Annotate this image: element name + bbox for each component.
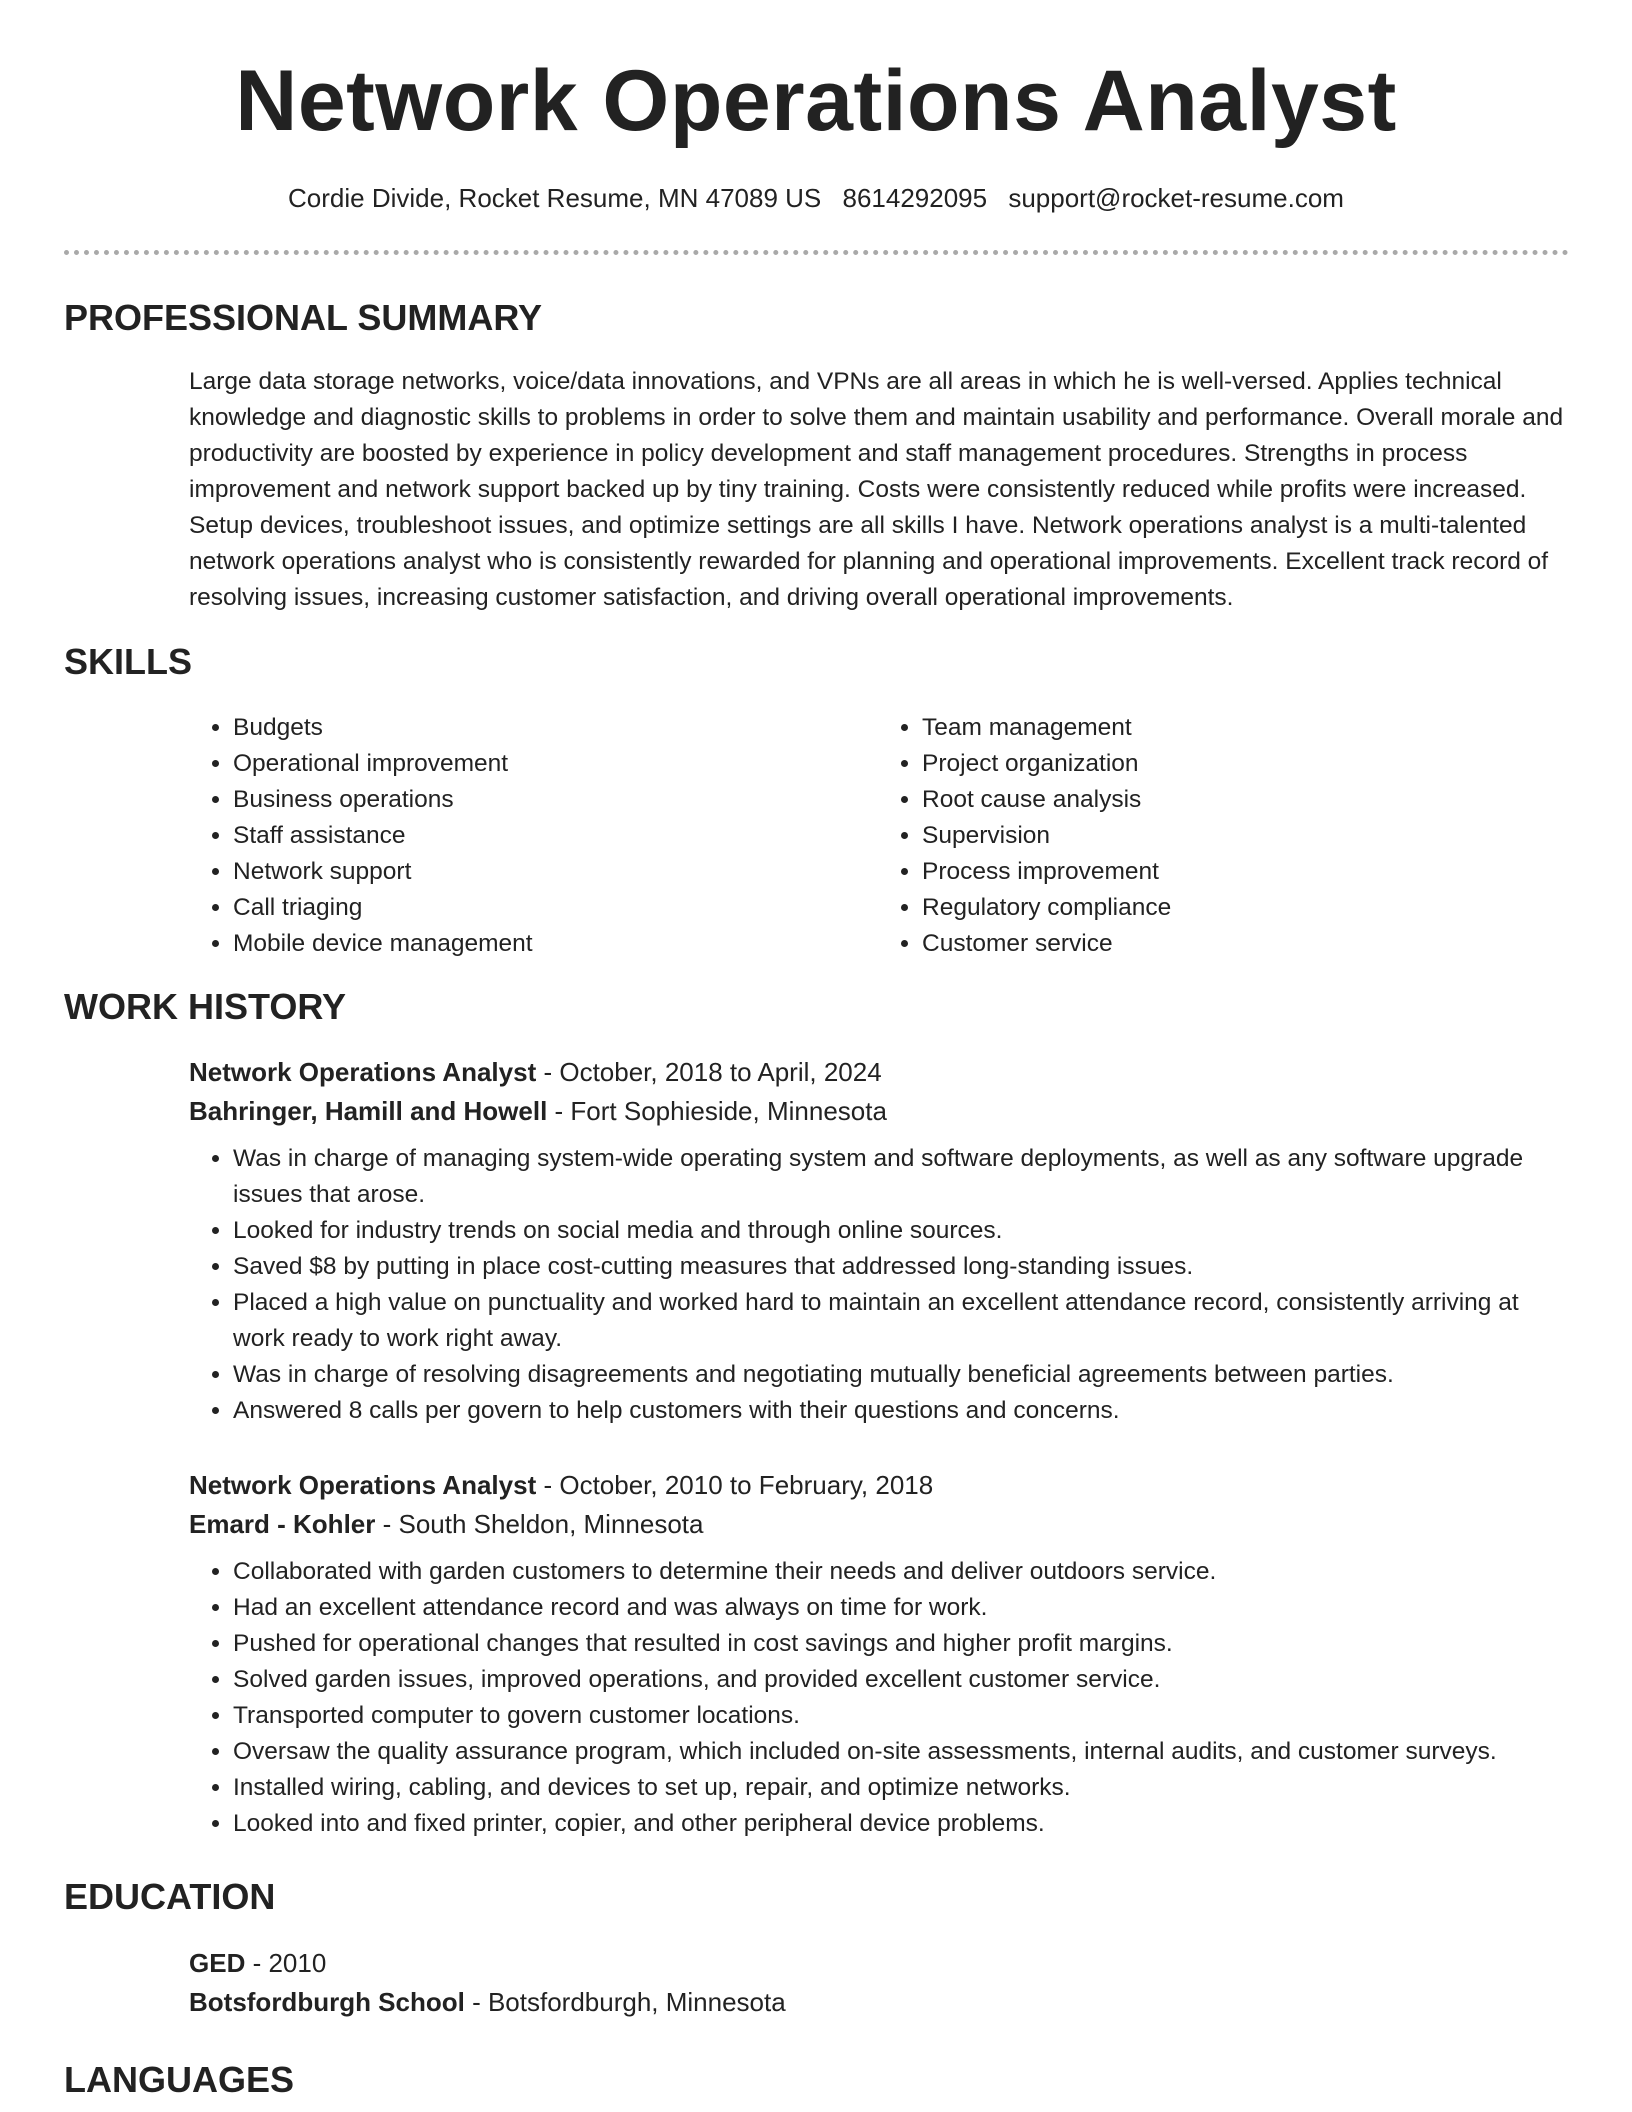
contact-email: support@rocket-resume.com: [1008, 183, 1344, 213]
duty-item: • Saved $8 by putting in place cost-cutting measures that addressed long-standing issues.: [233, 1249, 1567, 1285]
skill-item: • Business operations: [233, 782, 878, 818]
skills-column-right: [878, 710, 1567, 962]
contact-phone: 8614292095: [842, 183, 988, 213]
job-company-line: [189, 1505, 1567, 1544]
summary-heading: PROFESSIONAL SUMMARY: [64, 297, 543, 338]
skill-item: • Regulatory compliance: [922, 890, 1567, 926]
job-entry: [189, 1053, 1567, 1429]
skills-column-left: [189, 710, 878, 962]
skill-item: • Customer service: [922, 926, 1567, 962]
job-role: Network Operations Analyst: [189, 1057, 537, 1087]
job-entry: [189, 1466, 1567, 1842]
skill-item: • Supervision: [922, 818, 1567, 854]
duty-item: • Answered 8 calls per govern to help customers with their questions and concerns.: [233, 1393, 1567, 1429]
skills-list: [189, 710, 1567, 962]
skill-item: • Root cause analysis: [922, 782, 1567, 818]
duty-item: • Was in charge of resolving disagreements and negotiating mutually beneficial agreements between parties.: [233, 1357, 1567, 1393]
skill-item: • Staff assistance: [233, 818, 878, 854]
skill-item: • Call triaging: [233, 890, 878, 926]
header-divider: [64, 250, 1569, 255]
job-duties: [189, 1554, 1567, 1842]
education-school: Botsfordburgh School: [189, 1987, 465, 2017]
duty-item: • Collaborated with garden customers to determine their needs and deliver outdoors service.: [233, 1554, 1567, 1590]
job-company: Emard - Kohler: [189, 1509, 376, 1539]
duty-item: • Pushed for operational changes that resulted in cost savings and higher profit margins.: [233, 1626, 1567, 1662]
duty-item: • Transported computer to govern customer locations.: [233, 1698, 1567, 1734]
duty-item: • Oversaw the quality assurance program, which included on-site assessments, internal audits, and customer surveys.: [233, 1734, 1567, 1770]
work-history-heading: WORK HISTORY: [64, 986, 347, 1027]
job-company: Bahringer, Hamill and Howell: [189, 1096, 548, 1126]
job-location: - South Sheldon, Minnesota: [375, 1509, 704, 1539]
duty-item: • Solved garden issues, improved operations, and provided excellent customer service.: [233, 1662, 1567, 1698]
job-role: Network Operations Analyst: [189, 1470, 537, 1500]
duty-item: • Looked for industry trends on social media and through online sources.: [233, 1213, 1567, 1249]
job-dates: - October, 2010 to February, 2018: [536, 1470, 934, 1500]
duty-item: • Installed wiring, cabling, and devices to set up, repair, and optimize networks.: [233, 1770, 1567, 1806]
education-degree-line: [189, 1944, 1567, 1983]
education-heading: EDUCATION: [64, 1876, 276, 1917]
skill-item: • Network support: [233, 854, 878, 890]
education-degree: GED: [189, 1948, 246, 1978]
skill-item: • Project organization: [922, 746, 1567, 782]
education-school-line: [189, 1983, 1567, 2022]
job-location: - Fort Sophieside, Minnesota: [547, 1096, 887, 1126]
education-location: - Botsfordburgh, Minnesota: [464, 1987, 786, 2017]
duty-item: • Was in charge of managing system-wide operating system and software deployments, as well as any software upgrade issues that arose.: [233, 1141, 1567, 1213]
education-entry: [189, 1944, 1567, 2022]
contact-info: [0, 182, 1632, 214]
skill-item: • Mobile device management: [233, 926, 878, 962]
duty-item: • Had an excellent attendance record and was always on time for work.: [233, 1590, 1567, 1626]
job-title-line: [189, 1053, 1567, 1092]
job-company-line: [189, 1092, 1567, 1131]
education-year: - 2010: [245, 1948, 327, 1978]
duty-item: • Placed a high value on punctuality and worked hard to maintain an excellent attendance record, consistently arriving at work ready to work right away.: [233, 1285, 1567, 1357]
resume-title: Network Operations Analyst: [235, 53, 1397, 149]
contact-address: Cordie Divide, Rocket Resume, MN 47089 US: [288, 183, 822, 213]
skill-item: • Team management: [922, 710, 1567, 746]
duty-item: • Looked into and fixed printer, copier, and other peripheral device problems.: [233, 1806, 1567, 1842]
job-duties: [189, 1141, 1567, 1429]
skill-item: • Operational improvement: [233, 746, 878, 782]
job-dates: - October, 2018 to April, 2024: [536, 1057, 882, 1087]
job-title-line: [189, 1466, 1567, 1505]
summary-text: Large data storage networks, voice/data innovations, and VPNs are all areas in which he is well-versed. Applies technical knowledge and diagnostic skills to problems in order to solve them and maintain usability and performance. Overall morale and productivity are boosted by experience in policy development and staff management procedures. Strengths in process improvement and network support backed up by tiny training. Costs were consistently reduced while profits were increased. Setup devices, troubleshoot issues, and optimize settings are all skills I have. Network operations analyst is a multi-talented network operations analyst who is consistently rewarded for planning and operational improvements. Excellent track record of resolving issues, increasing customer satisfaction, and driving overall operational improvements.: [189, 368, 1564, 611]
skill-item: • Budgets: [233, 710, 878, 746]
languages-heading: LANGUAGES: [64, 2059, 295, 2100]
skill-item: • Process improvement: [922, 854, 1567, 890]
skills-heading: SKILLS: [64, 641, 193, 682]
